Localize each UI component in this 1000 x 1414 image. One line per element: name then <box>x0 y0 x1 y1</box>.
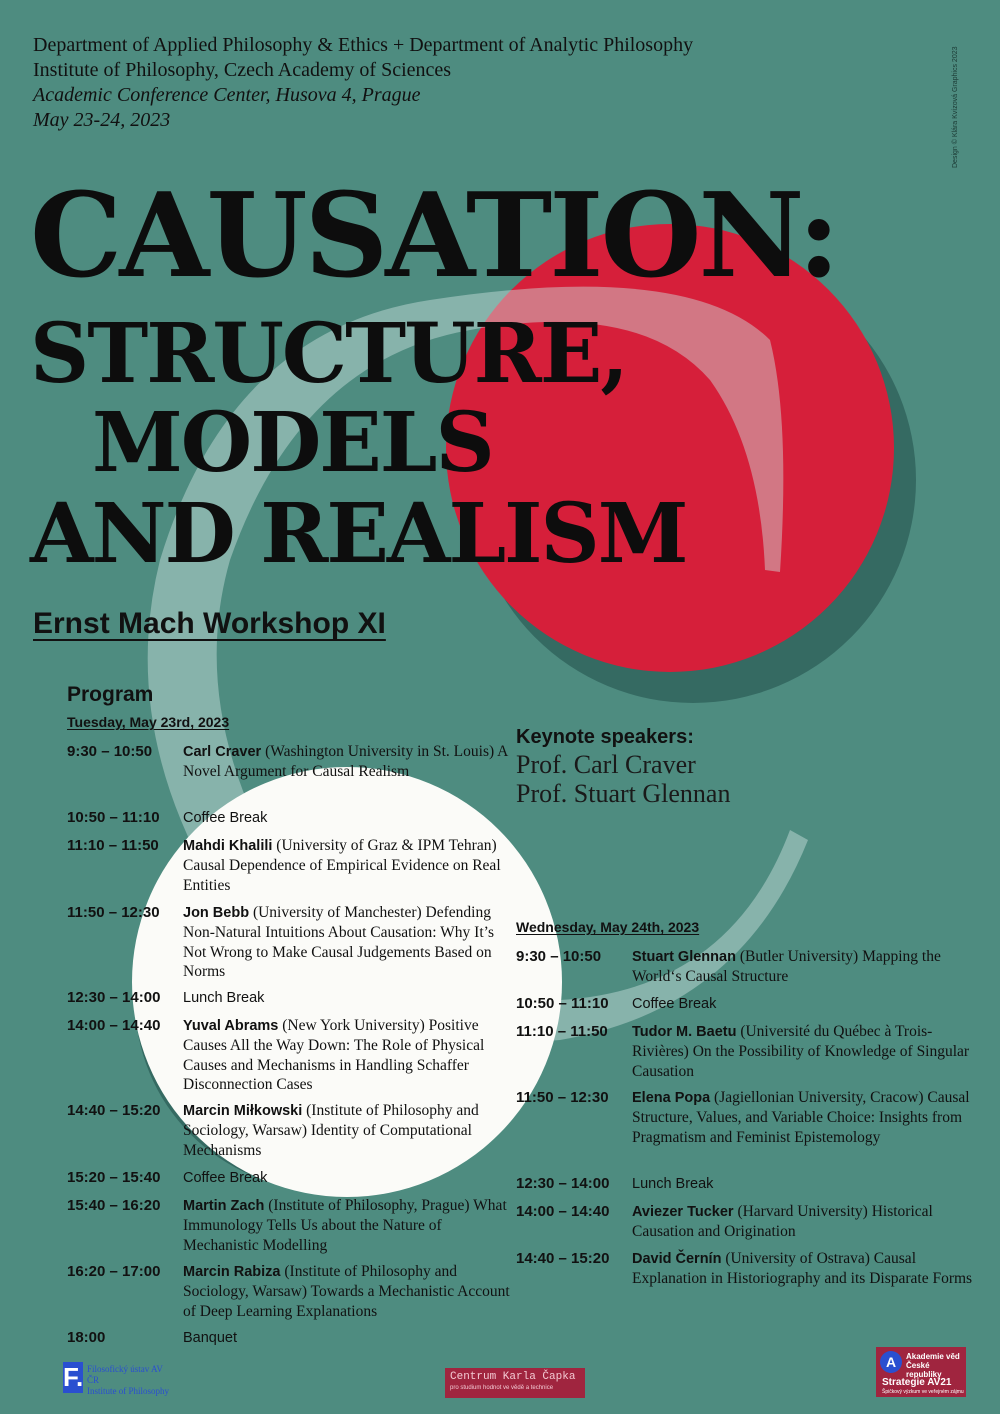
speaker-name: Tudor M. Baetu <box>632 1024 737 1040</box>
talk-title: (University of Graz & IPM Tehran) Causal Dependence of Empirical Evidence on Real Entities <box>183 837 501 894</box>
session-time: 14:40 – 15:20 <box>67 1102 161 1119</box>
speaker-name: Aviezer Tucker <box>632 1204 734 1220</box>
speaker-name: Mahdi Khalili <box>183 838 273 854</box>
session-description <box>632 1249 977 1289</box>
session-description <box>183 808 513 828</box>
session-description <box>632 1022 977 1081</box>
session-description <box>183 903 513 981</box>
session-time: 15:40 – 16:20 <box>67 1197 161 1214</box>
speaker-name: David Černín <box>632 1251 722 1267</box>
session-time: 16:20 – 17:00 <box>67 1263 161 1280</box>
session-description <box>632 1088 977 1147</box>
day2-heading: Wednesday, May 24th, 2023 <box>516 919 700 935</box>
session-description <box>183 742 513 782</box>
keynote-heading: Keynote speakers: <box>516 726 694 748</box>
break-label: Lunch Break <box>183 990 265 1006</box>
speaker-name: Yuval Abrams <box>183 1018 279 1034</box>
institute-logo <box>63 1362 175 1394</box>
session-time: 9:30 – 10:50 <box>516 948 602 965</box>
academy-logo-name <box>906 1352 966 1379</box>
design-credit-text: Design © Klára Kvízová Graphics 2023 <box>952 46 959 168</box>
session-description <box>183 1016 513 1094</box>
strategy-label: Strategie AV21 <box>882 1377 952 1388</box>
talk-title: (Institute of Philosophy, Prague) What Immunology Tells Us about the Nature of Mechanistic Modelling <box>183 1197 507 1254</box>
session-time: 11:50 – 12:30 <box>67 904 160 921</box>
session-description <box>632 1174 977 1194</box>
design-credit <box>952 38 966 168</box>
break-label: Coffee Break <box>632 996 717 1012</box>
title-line-4: AND REALISM <box>30 486 687 582</box>
department-line: Department of Applied Philosophy & Ethics + Department of Analytic Philosophy <box>33 34 694 56</box>
academy-logo-mark: A <box>880 1351 902 1373</box>
talk-title: (University of Manchester) Defending Non-Natural Intuitions About Causation: Why It’s Not Wrong to Make Causal Judgements Based on Norms <box>183 904 494 980</box>
break-label: Coffee Break <box>183 1170 268 1186</box>
title-line-3: MODELS <box>92 395 493 491</box>
session-time: 11:50 – 12:30 <box>516 1089 609 1106</box>
institute-logo-mark: F. <box>63 1362 84 1392</box>
speaker-name: Stuart Glennan <box>632 949 736 965</box>
institute-logo-line2: Institute of Philosophy <box>87 1386 170 1396</box>
session-time: 15:20 – 15:40 <box>67 1169 161 1186</box>
talk-title: (Université du Québec à Trois-Rivières) On the Possibility of Knowledge of Singular Causation <box>632 1023 970 1080</box>
speaker-name: Marcin Miłkowski <box>183 1103 303 1119</box>
session-description <box>183 836 513 895</box>
session-time: 10:50 – 11:10 <box>516 995 609 1012</box>
break-label: Coffee Break <box>183 810 268 826</box>
session-time: 14:00 – 14:40 <box>67 1017 161 1034</box>
strategy-tagline: Špičkový výzkum ve veřejném zájmu <box>882 1389 964 1395</box>
capek-logo-line2: pro studium hodnot ve vědě a technice <box>450 1385 554 1391</box>
session-description <box>632 947 977 987</box>
keynote-speaker: Prof. Stuart Glennan <box>516 779 731 808</box>
academy-strategy-logo <box>876 1347 966 1397</box>
session-description <box>183 1168 513 1188</box>
session-time: 9:30 – 10:50 <box>67 743 153 760</box>
talk-title: (Harvard University) Historical Causation and Origination <box>632 1203 933 1241</box>
session-time: 18:00 <box>67 1329 106 1346</box>
institute-line: Institute of Philosophy, Czech Academy of Sciences <box>33 59 452 81</box>
session-time: 11:10 – 11:50 <box>67 837 159 854</box>
session-time: 14:00 – 14:40 <box>516 1203 610 1220</box>
session-time: 12:30 – 14:00 <box>67 989 161 1006</box>
break-label: Banquet <box>183 1330 238 1346</box>
session-description <box>632 994 977 1014</box>
workshop-subtitle: Ernst Mach Workshop XI <box>33 607 386 640</box>
academy-logo-line1: Akademie věd <box>906 1352 960 1361</box>
session-description <box>183 1328 513 1348</box>
session-description <box>183 1101 513 1160</box>
talk-title: (Washington University in St. Louis) A Novel Argument for Causal Realism <box>183 743 508 781</box>
talk-title: (Butler University) Mapping the World‘s Causal Structure <box>632 948 941 986</box>
title-line-2: STRUCTURE, <box>30 306 627 402</box>
keynote-block <box>516 724 730 808</box>
speaker-name: Martin Zach <box>183 1198 265 1214</box>
session-time: 14:40 – 15:20 <box>516 1250 610 1267</box>
capek-logo-line1: Centrum Karla Čapka <box>450 1371 576 1383</box>
program-heading: Program <box>67 683 154 706</box>
venue-line: Academic Conference Center, Husova 4, Prague <box>33 84 421 106</box>
institute-logo-text <box>87 1364 175 1397</box>
institute-logo-line1: Filosofický ústav AV ČR <box>87 1364 163 1385</box>
break-label: Lunch Break <box>632 1176 714 1192</box>
academy-logo-line2: České republiky <box>906 1361 942 1379</box>
session-time: 10:50 – 11:10 <box>67 809 160 826</box>
speaker-name: Marcin Rabiza <box>183 1264 281 1280</box>
speaker-name: Elena Popa <box>632 1090 711 1106</box>
session-time: 11:10 – 11:50 <box>516 1023 608 1040</box>
session-description <box>183 1262 513 1321</box>
speaker-name: Jon Bebb <box>183 905 250 921</box>
session-description <box>632 1202 977 1242</box>
talk-title: (Institute of Philosophy and Sociology, Warsaw) Towards a Mechanistic Account of Deep Learning Explanations <box>183 1263 510 1320</box>
talk-title: (New York University) Positive Causes All the Way Down: The Role of Physical Causes and Mechanisms in Handling Schaffer Disconnection Cases <box>183 1017 485 1093</box>
session-time: 12:30 – 14:00 <box>516 1175 610 1192</box>
talk-title: (Institute of Philosophy and Sociology, Warsaw) Identity of Computational Mechanisms <box>183 1102 479 1159</box>
dates-line: May 23-24, 2023 <box>33 109 171 131</box>
header-block <box>33 33 693 133</box>
speaker-name: Carl Craver <box>183 744 262 760</box>
talk-title: (University of Ostrava) Causal Explanation in Historiography and its Disparate Forms <box>632 1250 973 1288</box>
capek-center-logo <box>445 1368 585 1398</box>
session-description <box>183 1196 513 1255</box>
talk-title: (Jagiellonian University, Cracow) Causal Structure, Values, and Variable Choice: Insights from Pragmatism and Feminist Epistemology <box>632 1089 970 1146</box>
title-line-1: CAUSATION: <box>30 168 838 304</box>
day1-heading: Tuesday, May 23rd, 2023 <box>67 714 230 730</box>
session-description <box>183 988 513 1008</box>
keynote-speaker: Prof. Carl Craver <box>516 750 696 779</box>
